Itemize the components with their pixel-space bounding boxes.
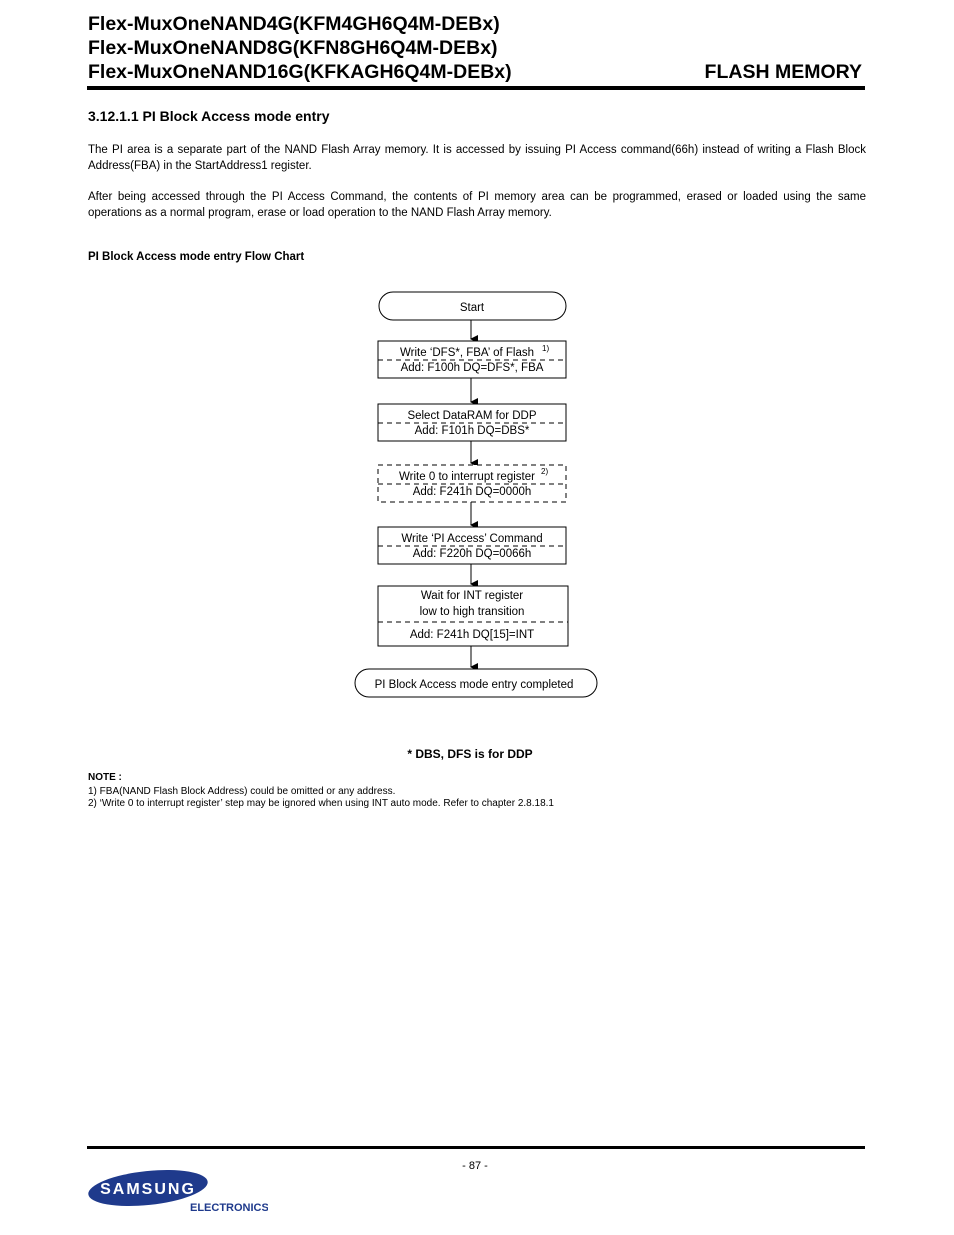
logo-text: SAMSUNG xyxy=(100,1181,196,1198)
svg-text:Write ‘DFS*, FBA’ of Flash: Write ‘DFS*, FBA’ of Flash xyxy=(400,347,534,359)
flow-step-pi-access-command xyxy=(378,527,566,564)
svg-text:Add: F100h DQ=DFS*, FBA: Add: F100h DQ=DFS*, FBA xyxy=(400,362,544,374)
note-item-1: 1) FBA(NAND Flash Block Address) could be omitted or any address. xyxy=(88,786,396,797)
svg-text:Add: F241h DQ[15]=INT: Add: F241h DQ[15]=INT xyxy=(409,629,535,641)
flow-end-label: PI Block Access mode entry completed xyxy=(374,679,574,691)
samsung-logo xyxy=(88,1168,268,1216)
ddp-note: * DBS, DFS is for DDP xyxy=(407,747,533,761)
doc-title-line-3: Flex-MuxOneNAND16G(KFKAGH6Q4M-DEBx) xyxy=(88,61,512,83)
svg-text:low to high transition: low to high transition xyxy=(419,606,525,618)
doc-title-line-2: Flex-MuxOneNAND8G(KFN8GH6Q4M-DEBx) xyxy=(88,37,498,59)
page-number: - 87 - xyxy=(462,1160,488,1172)
footnote-ref-1: 1) xyxy=(542,344,550,353)
section-heading: 3.12.1.1 PI Block Access mode entry xyxy=(88,108,330,124)
svg-text:Wait for INT register: Wait for INT register xyxy=(420,590,524,602)
flow-start-terminal xyxy=(379,292,566,320)
doc-title-line-1: Flex-MuxOneNAND4G(KFM4GH6Q4M-DEBx) xyxy=(88,13,500,35)
paragraph-1: The PI area is a separate part of the NAND Flash Array memory. It is accessed by issuing PI Access command(66h) instead of writing a Flash Block Address(FBA) in the StartAddress1 register. xyxy=(88,144,866,172)
svg-text:Write ‘PI Access’ Command: Write ‘PI Access’ Command xyxy=(401,533,543,545)
svg-text:Write 0 to interrupt register: Write 0 to interrupt register xyxy=(399,471,535,483)
flow-start-label: Start xyxy=(459,302,485,314)
svg-text:Add: F220h DQ=0066h: Add: F220h DQ=0066h xyxy=(412,548,532,560)
paragraph-2: After being accessed through the PI Access Command, the contents of PI memory area can be programmed, erased or loaded using the same operations as a normal program, erase or load operation to the NAND Flash Array memory. xyxy=(88,191,866,219)
flow-end-terminal xyxy=(355,669,597,697)
samsung-logo-graphic xyxy=(88,1168,268,1216)
notes-heading: NOTE : xyxy=(88,772,122,783)
flow-step-select-dataram xyxy=(378,404,566,441)
note-item-2: 2) ‘Write 0 to interrupt register’ step may be ignored when using INT auto mode. Refer to chapter 2.8.18.1 xyxy=(88,798,554,809)
footer-rule xyxy=(87,1146,865,1149)
logo-subtext: ELECTRONICS xyxy=(190,1202,268,1214)
flow-step-write-dfs-fba xyxy=(378,341,566,378)
flash-memory-label: FLASH MEMORY xyxy=(704,61,862,83)
footnote-ref-2: 2) xyxy=(541,467,549,476)
svg-text:Add: F241h DQ=0000h: Add: F241h DQ=0000h xyxy=(412,486,532,498)
svg-text:Add: F101h DQ=DBS*: Add: F101h DQ=DBS* xyxy=(414,425,530,437)
svg-text:Select DataRAM for DDP: Select DataRAM for DDP xyxy=(407,410,537,422)
flow-step-write-interrupt xyxy=(378,465,566,502)
flowchart-title: PI Block Access mode entry Flow Chart xyxy=(88,251,305,263)
flow-step-wait-int xyxy=(378,586,568,646)
